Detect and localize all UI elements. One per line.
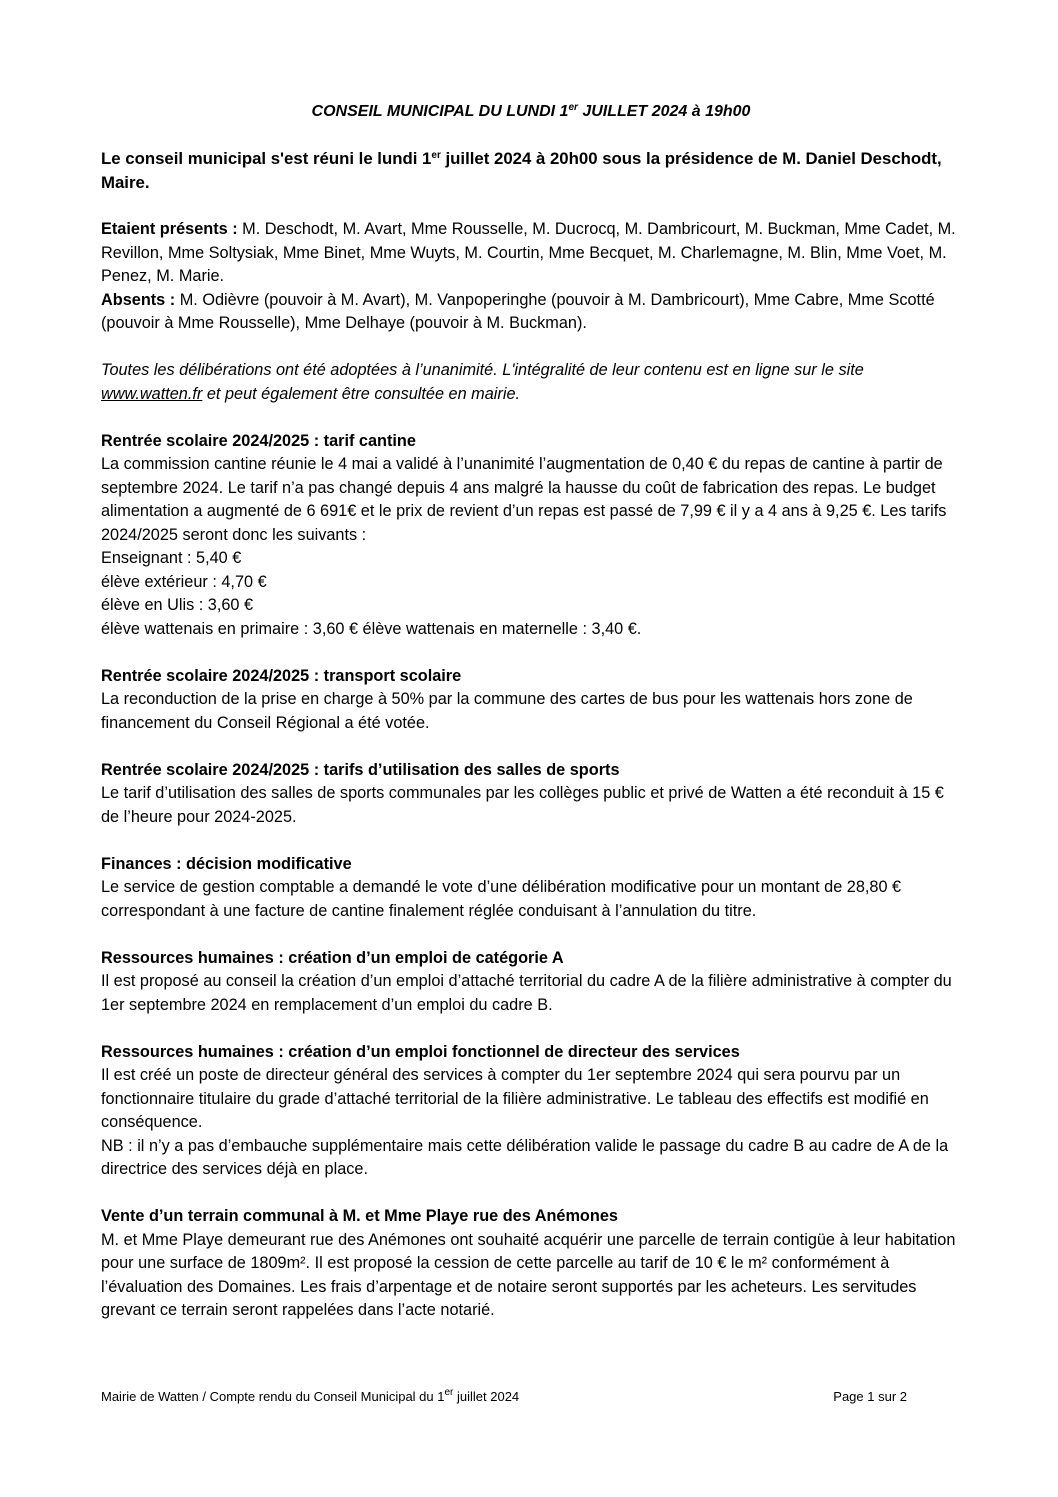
section-heading: Ressources humaines : création d’un emploi de catégorie A: [101, 948, 564, 967]
document-body: [101, 100, 961, 1323]
intro-paragraph: Le conseil municipal s'est réuni le lundi 1er juillet 2024 à 20h00 sous la présidence de M. Daniel Deschodt, Maire.: [101, 149, 942, 192]
section-body: Il est proposé au conseil la création d’un emploi d’attaché territorial du cadre A de la filière administrative à compter du 1er septembre 2024 en remplacement d’un emploi du cadre B.: [101, 972, 952, 1014]
section-transport: [101, 665, 961, 736]
present-label: Etaient présents :: [101, 220, 238, 238]
section-salles: [101, 759, 961, 830]
section-rh-directeur: [101, 1041, 961, 1182]
page-number: Page 1 sur 2: [833, 1389, 907, 1404]
page-footer: [101, 1388, 907, 1406]
rate-line: élève wattenais en primaire : 3,60 € élève wattenais en maternelle : 3,40 €.: [101, 619, 642, 638]
page-title: CONSEIL MUNICIPAL DU LUNDI 1er JUILLET 2024 à 19h00: [311, 102, 751, 120]
section-heading: Vente d’un terrain communal à M. et Mme Playe rue des Anémones: [101, 1207, 618, 1225]
section-body: M. et Mme Playe demeurant rue des Anémones ont souhaité acquérir une parcelle de terrain contigüe à leur habitation pour une surface de 1809m². Il est proposé la cession de cette parcelle au tarif de 10 € le m² conformément à l’évaluation des Domaines. Les frais d’arpentage et de notaire seront supportés par les acheteurs. Les servitudes grevant ce terrain seront rappelées dans l’acte notarié.: [101, 1230, 956, 1319]
absent-label: Absents :: [101, 290, 176, 309]
section-heading: Ressources humaines : création d’un emploi fonctionnel de directeur des services: [101, 1042, 740, 1061]
section-note: NB : il n’y a pas d’embauche supplémentaire mais cette délibération valide le passage du cadre B au cadre de A de la directrice des services déjà en place.: [101, 1136, 949, 1178]
section-body: La reconduction de la prise en charge à 50% par la commune des cartes de bus pour les wattenais hors zone de financement du Conseil Régional a été votée.: [101, 690, 913, 732]
section-heading: Rentrée scolaire 2024/2025 : tarifs d’utilisation des salles de sports: [101, 760, 620, 779]
website-link[interactable]: www.watten.fr: [101, 384, 203, 403]
section-heading: Rentrée scolaire 2024/2025 : tarif cantine: [101, 431, 416, 450]
rate-line: élève extérieur : 4,70 €: [101, 572, 267, 591]
section-body: Le tarif d’utilisation des salles de sports communales par les collèges public et privé de Watten a été reconduit à 15 € de l’heure pour 2024-2025.: [101, 784, 944, 826]
section-body: Il est créé un poste de directeur général des services à compter du 1er septembre 2024 qui sera pourvu par un fonctionnaire titulaire du grade d’attaché territorial de la filière administrative. Le tableau des effectifs est modifié en conséquence.: [101, 1066, 929, 1131]
section-heading: Rentrée scolaire 2024/2025 : transport scolaire: [101, 666, 462, 685]
rate-line: élève en Ulis : 3,60 €: [101, 596, 254, 614]
section-terrain: [101, 1205, 961, 1323]
present-members: Etaient présents : M. Deschodt, M. Avart, Mme Rousselle, M. Ducrocq, M. Dambricourt, M. Buckman, Mme Cadet, M. Revillon, Mme Soltysiak, Mme Binet, Mme Wuyts, M. Courtin, Mme Becquet, M. Charlemagne, M. Blin, Mme Voet, M. Penez, M. Marie.: [101, 220, 956, 285]
section-cantine: [101, 430, 961, 642]
section-rh-categorie-a: [101, 947, 961, 1018]
unanimity-notice: Toutes les délibérations ont été adoptées à l’unanimité. L'intégralité de leur contenu est en ligne sur le site www.watten.fr et peut également être consultée en mairie.: [101, 361, 864, 403]
rate-line: Enseignant : 5,40 €: [101, 549, 242, 567]
footer-left: Mairie de Watten / Compte rendu du Conseil Municipal du 1er juillet 2024: [101, 1387, 520, 1404]
section-finances: [101, 853, 961, 924]
absent-members: Absents : M. Odièvre (pouvoir à M. Avart), M. Vanpoperinghe (pouvoir à M. Dambricourt), Mme Cabre, Mme Scotté (pouvoir à Mme Rousselle), Mme Delhaye (pouvoir à M. Buckman).: [101, 290, 935, 332]
section-heading: Finances : décision modificative: [101, 854, 352, 873]
section-body: Le service de gestion comptable a demandé le vote d’une délibération modificative pour un montant de 28,80 € correspondant à une facture de cantine finalement réglée conduisant à l’annulation du titre.: [101, 878, 902, 920]
section-body: La commission cantine réunie le 4 mai a validé à l’unanimité l’augmentation de 0,40 € du repas de cantine à partir de septembre 2024. Le tarif n’a pas changé depuis 4 ans malgré la hausse du coût de fabrication des repas. Le budget alimentation a augmenté de 6 691€ et le prix de revient d’un repas est passé de 7,99 € il y a 4 ans à 9,25 €. Les tarifs 2024/2025 seront donc les suivants :: [101, 455, 947, 544]
